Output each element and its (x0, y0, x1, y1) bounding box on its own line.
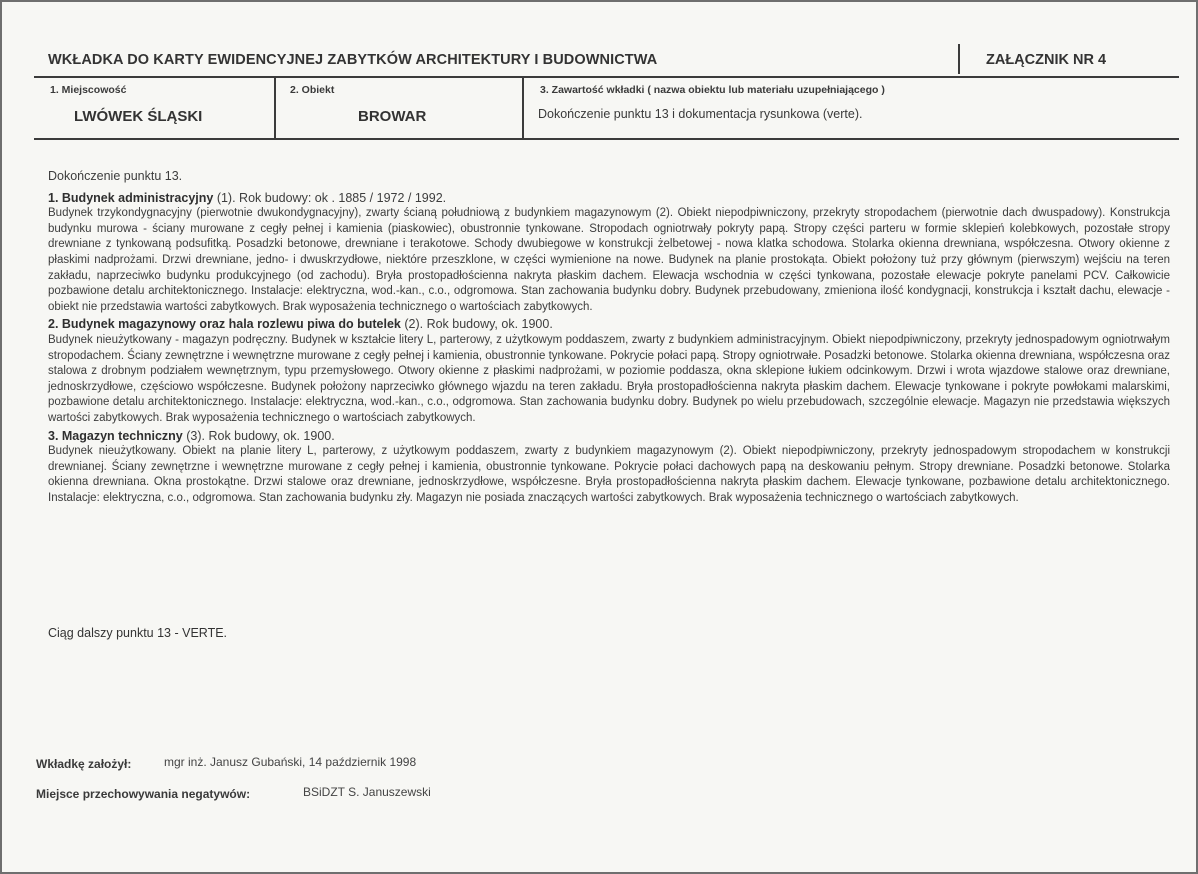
storage-value: BSiDZT S. Januszewski (303, 785, 431, 799)
author-label: Wkładkę założył: (36, 757, 132, 771)
field-content-label: 3. Zawartość wkładki ( nazwa obiektu lub materiału uzupełniającego ) (540, 84, 885, 96)
field-object-value: BROWAR (358, 108, 427, 125)
fields-row (34, 78, 1179, 140)
field-content-value: Dokończenie punktu 13 i dokumentacja rysunkowa (verte). (538, 107, 863, 121)
body-text (48, 169, 1170, 508)
section-heading (48, 429, 1170, 445)
section-meta: (2). Rok budowy, ok. 1900. (400, 317, 553, 332)
attachment-number: ZAŁĄCZNIK NR 4 (986, 52, 1107, 68)
header-divider (958, 44, 960, 74)
section-paragraph: Budynek nieużytkowany - magazyn podręczny. Budynek w kształcie litery L, parterowy, z użytkowym poddaszem, zwarty z budynkiem administracyjnym. Obiekt niepodpiwniczony, przekryty jednospadowym ogniotrwałym stropodachem. Ściany zewnętrzne i wewnętrzne murowane z cegły pełnej i kamienia, obustronnie tynkowane. Pokrycie połaci papą. Stropy ogniotrwałe. Posadzki betonowe. Stolarka okienna drewniana, współczesna oraz stalowa z drobnym podziałem wewnętrznym, typu przemysłowego. Otwory okienne z płaskimi nadprożami, w poziomie poddasza, okna sklepione łukiem odcinkowym. Drzwi i wrota wjazdowe stalowe oraz drewniane, jednoskrzydłowe, częściowo współczesne. Budynek położony naprzeciwko głównego wjazdu na teren zakładu. Bryła prostopadłościenna nakryta płaskim dachem. Elewacje tynkowane i pokryte powłokami malarskimi, pozbawione detalu architektonicznego. Instalacje: elektryczna, wod.-kan., c.o., odgromowa. Stan zachowania budynku dobry. Budynek po wielu przebudowach, szczególnie elewacje. Magazyn nie przedstawia większych wartości zabytkowych. Brak wyposażenia technicznego o wartościach zabytkowych. (48, 333, 1170, 424)
field-place-value: LWÓWEK ŚLĄSKI (74, 108, 203, 125)
section-meta: (3). Rok budowy, ok. 1900. (182, 428, 335, 443)
section-paragraph: Budynek nieużytkowany. Obiekt na planie litery L, parterowy, z użytkowym poddaszem, zwarty z budynkiem magazynowym (2). Obiekt niepodpiwniczony, przekryty jednospadowym stropodachem w konstrukcji drewnianej. Ściany zewnętrzne i wewnętrzne murowane z cegły pełnej i kamienia, obustronnie tynkowane. Pokrycie połaci dachowych papą na deskowaniu pełnym. Stropy drewniane. Posadzki betonowe. Stolarka okienna drewniana. Okna prostokątne. Drzwi stalowe oraz drewniane, jednoskrzydłowe, współczesne. Bryła prostopadłościenna nakryta płaskim dachem. Elewacje tynkowane, pozbawione detalu architektonicznego. Instalacje: elektryczna, c.o., odgromowa. Stan zachowania budynku zły. Magazyn nie posiada znaczących wartości zabytkowych. Brak wyposażenia technicznego o wartościach zabytkowych. (48, 445, 1170, 504)
section-title: 2. Budynek magazynowy oraz hala rozlewu piwa do butelek (48, 317, 401, 332)
field-place (34, 78, 276, 138)
storage-label: Miejsce przechowywania negatywów: (36, 787, 251, 801)
field-place-label: 1. Miejscowość (50, 84, 127, 96)
section-paragraph: Budynek trzykondygnacyjny (pierwotnie dwukondygnacyjny), zwarty ścianą południową z budynkiem magazynowym (2). Obiekt niepodpiwniczony, przekryty stropodachem (pierwotnie dach dwuspadowy). Konstrukcja budynku murowa - ściany murowane z cegły pełnej i kamienia (piaskowiec), obustronnie tynkowane. Stropodach ogniotrwały pokryty papą. Stropy części parteru w formie sklepień kolebkowych, pozostałe stropy drewniane z tynkowaną podsufitką. Posadzki betonowe, drewniane i terakotowe. Schody dwubiegowe w konstrukcji żelbetowej - nowa klatka schodowa. Stolarka okienna drewniana, współczesna. Otwory okienne z płaskimi nadprożami. Drzwi drewniane, jedno- i dwuskrzydłowe, niektóre przeszklone, w części wymienione na nowe. Budynek na planie prostokąta. Obiekt położony tuż przy głównym (pierwszym) wejściu na teren zakładu, naprzeciwko budynku produkcyjnego (od zachodu). Bryła prostopadłościenna nakryta płaskim dachem. Elewacja wschodnia w części tynkowana, pozostałe elewacje pokryte panelami PCV. Całkowicie pozbawione detalu architektonicznego. Instalacje: elektryczna, wod.-kan., c.o., odgromowa. Stan zachowania budynku dobry. Budynek przebudowany, zmieniona ilość kondygnacji, konstrukcja i kształt dachu, elewacje - obiekt nie przedstawia wartości zabytkowych. Brak wyposażenia technicznego o wartościach zabytkowych. (48, 207, 1170, 313)
author-value: mgr inż. Janusz Gubański, 14 październik 1998 (164, 755, 417, 769)
header-row (34, 46, 1179, 78)
section-title: 1. Budynek administracyjny (48, 190, 214, 205)
record-card (2, 2, 1196, 872)
section-heading (48, 317, 1170, 333)
field-object (276, 78, 524, 138)
intro-line: Dokończenie punktu 13. (48, 169, 183, 183)
section-heading (48, 191, 1170, 207)
section-title: 3. Magazyn techniczny (48, 428, 183, 443)
field-object-label: 2. Obiekt (290, 84, 335, 96)
section-meta: (1). Rok budowy: ok . 1885 / 1972 / 1992. (213, 190, 447, 205)
document-title: WKŁADKA DO KARTY EWIDENCYJNEJ ZABYTKÓW ARCHITEKTURY I BUDOWNICTWA (48, 52, 658, 68)
field-content (524, 78, 1179, 138)
continuation-note: Ciąg dalszy punktu 13 - VERTE. (48, 626, 228, 640)
